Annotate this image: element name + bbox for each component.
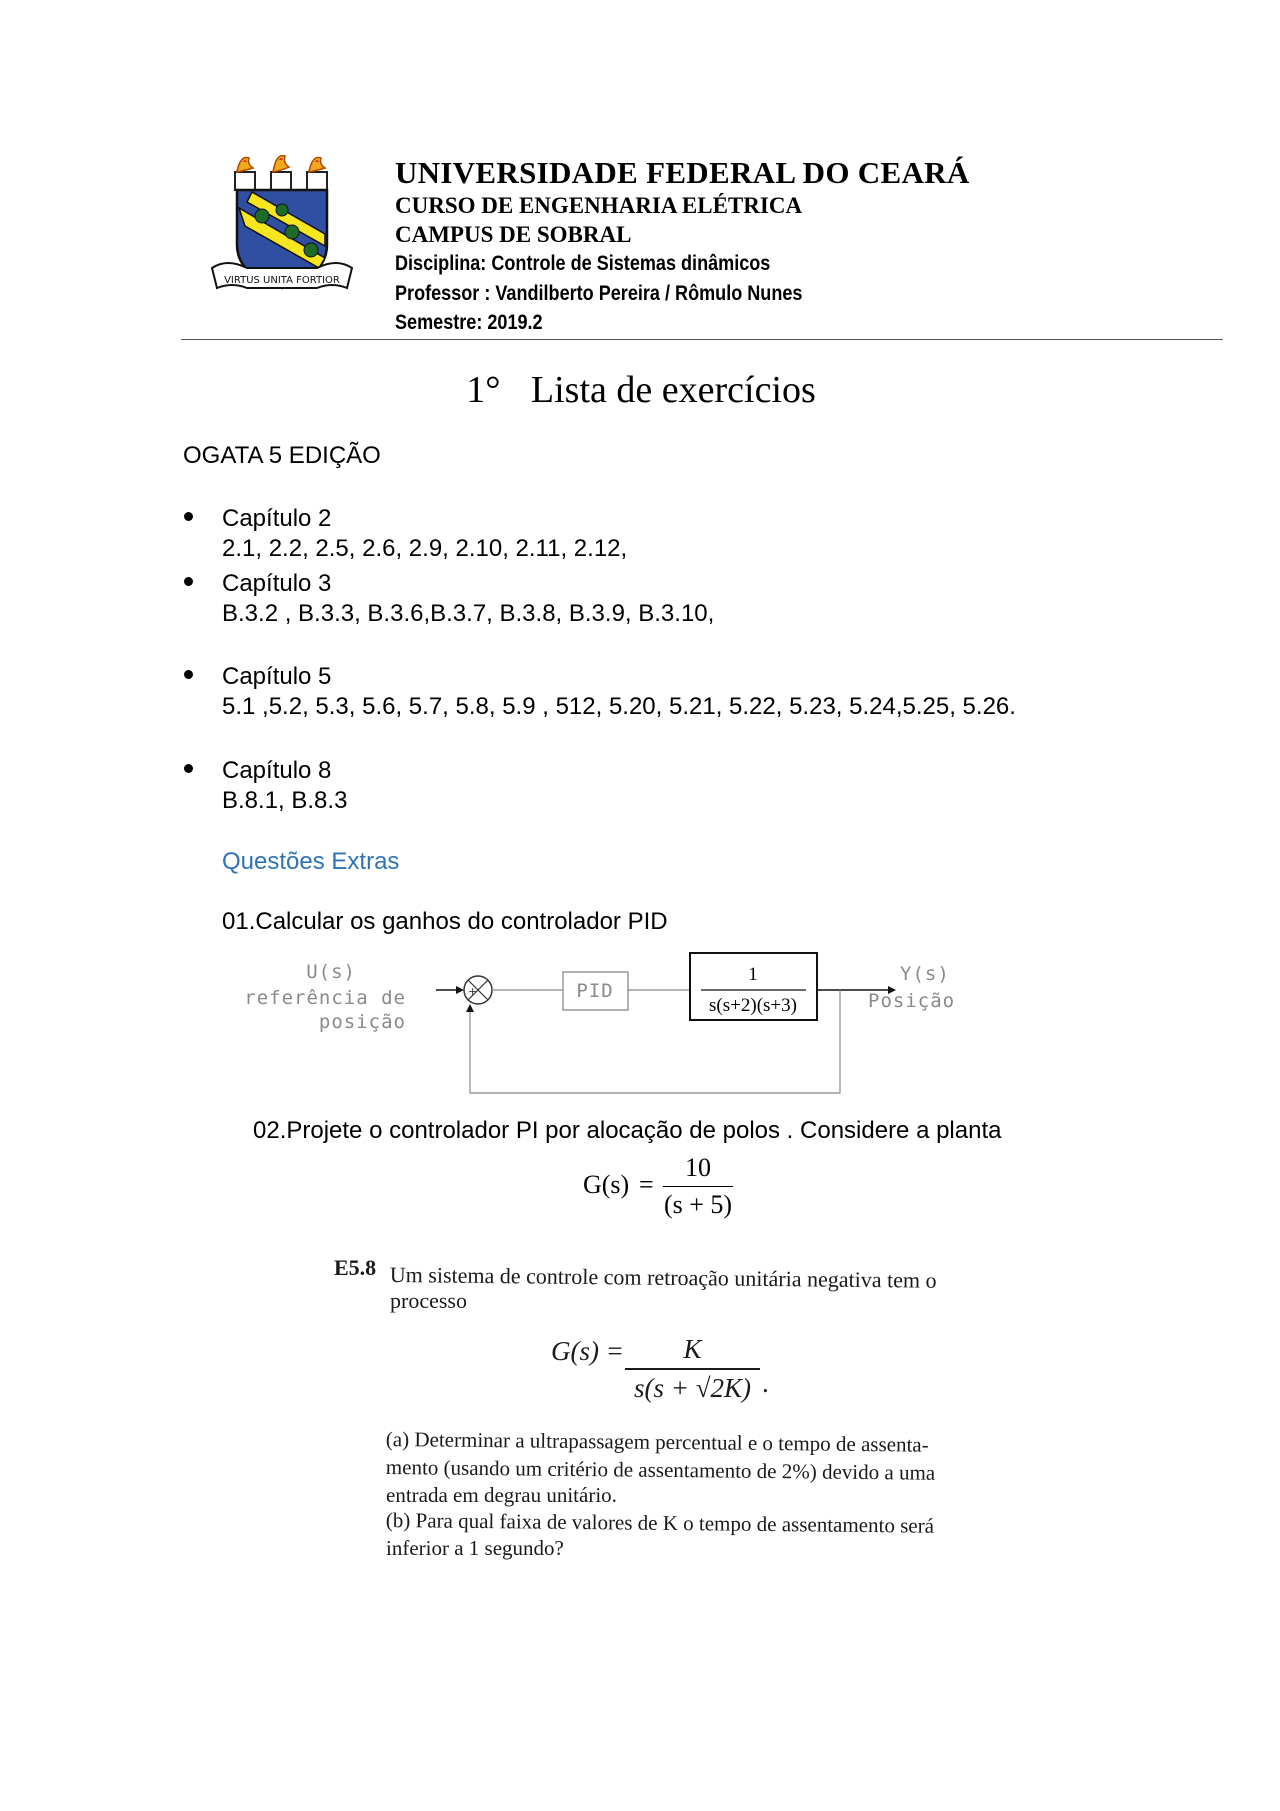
chapter-2-exercises: 2.1, 2.2, 2.5, 2.6, 2.9, 2.10, 2.11, 2.12, xyxy=(222,535,628,562)
exercise-part-a-3: entrada em degrau unitário. xyxy=(386,1483,617,1507)
exercise-statement-1: Um sistema de controle com retroação unitária negativa tem o xyxy=(389,1262,937,1293)
output-desc: Posição xyxy=(868,990,956,1012)
pid-label: PID xyxy=(576,980,614,1002)
chapter-8-label: Capítulo 8 xyxy=(222,757,332,784)
page-title xyxy=(0,368,1280,412)
university-crest-logo xyxy=(207,150,357,305)
exercise-formula-numerator: K xyxy=(683,1334,702,1364)
input-label: U(s) xyxy=(306,961,356,983)
professor-line: Professor : Vandilberto Pereira / Rômulo Nunes xyxy=(395,282,803,305)
question-1: 01.Calcular os ganhos do controlador PID xyxy=(222,908,668,935)
sum-minus-sign: - xyxy=(477,997,481,1010)
exercise-statement-2: processo xyxy=(390,1288,467,1313)
semester-line: Semestre: 2019.2 xyxy=(395,311,543,334)
output-label: Y(s) xyxy=(900,963,950,985)
chapter-3-label: Capítulo 3 xyxy=(222,570,332,597)
sum-plus-sign: + xyxy=(468,985,478,998)
book-reference: OGATA 5 EDIÇÃO xyxy=(183,442,381,469)
extras-heading: Questões Extras xyxy=(222,848,400,875)
exercise-formula-fraction xyxy=(625,1334,760,1404)
exercise-part-a-1: (a) Determinar a ultrapassagem percentual e o tempo de assenta- xyxy=(385,1427,929,1457)
input-desc-2: posição xyxy=(318,1011,406,1033)
exercise-part-b-1: (b) Para qual faixa de valores de K o tempo de assentamento será xyxy=(385,1508,935,1538)
chapter-2-label: Capítulo 2 xyxy=(222,505,332,532)
input-desc-1: referência de xyxy=(244,987,406,1009)
exercise-number: E5.8 xyxy=(334,1255,377,1280)
header-divider xyxy=(181,339,1223,340)
exercise-part-a-2: mento (usando um critério de assentamento de 2%) devido a uma xyxy=(385,1455,936,1485)
plant-formula-numerator: 10 xyxy=(685,1153,711,1182)
exercise-part-b-2: inferior a 1 segundo? xyxy=(386,1536,564,1560)
course-name: CURSO DE ENGENHARIA ELÉTRICA xyxy=(395,193,803,218)
plant-numerator: 1 xyxy=(748,964,758,985)
bullet-icon xyxy=(184,670,193,679)
plant-formula-equals: = xyxy=(639,1170,654,1199)
exercise-formula-denominator: s(s + √2K) xyxy=(633,1373,752,1403)
bullet-icon xyxy=(184,512,193,521)
torches-icon xyxy=(235,156,327,190)
plant-formula-lhs: G(s) xyxy=(583,1170,630,1199)
exercise-formula-lhs: G(s) = xyxy=(551,1336,624,1366)
summing-junction xyxy=(464,976,492,1010)
campus-name: CAMPUS DE SOBRAL xyxy=(395,222,632,247)
plant-formula-fraction xyxy=(663,1153,733,1220)
question-2: 02.Projete o controlador PI por alocação de polos . Considere a planta xyxy=(253,1117,1002,1144)
discipline-line: Disciplina: Controle de Sistemas dinâmicos xyxy=(395,252,771,275)
arrow-icon xyxy=(466,1004,474,1012)
plant-formula-denominator: (s + 5) xyxy=(663,1190,733,1219)
university-name: UNIVERSIDADE FEDERAL DO CEARÁ xyxy=(395,155,970,190)
block-diagram xyxy=(228,950,988,1100)
crest-motto: VIRTUS UNITA FORTIOR xyxy=(224,275,340,286)
arrow-icon xyxy=(456,986,464,994)
title-text: Lista de exercícios xyxy=(530,369,816,411)
chapter-8-exercises: B.8.1, B.8.3 xyxy=(222,787,348,814)
chapter-3-exercises: B.3.2 , B.3.3, B.3.6,B.3.7, B.3.8, B.3.9, B.3.10, xyxy=(222,600,715,627)
chapter-5-exercises: 5.1 ,5.2, 5.3, 5.6, 5.7, 5.8, 5.9 , 512, 5.20, 5.21, 5.22, 5.23, 5.24,5.25, 5.26. xyxy=(222,693,1016,720)
bullet-icon xyxy=(184,764,193,773)
exercise-formula-end: . xyxy=(762,1368,769,1398)
bullet-icon xyxy=(184,577,193,586)
plant-denominator: s(s+2)(s+3) xyxy=(709,995,797,1016)
chapter-5-label: Capítulo 5 xyxy=(222,663,332,690)
title-number: 1° xyxy=(466,369,501,411)
